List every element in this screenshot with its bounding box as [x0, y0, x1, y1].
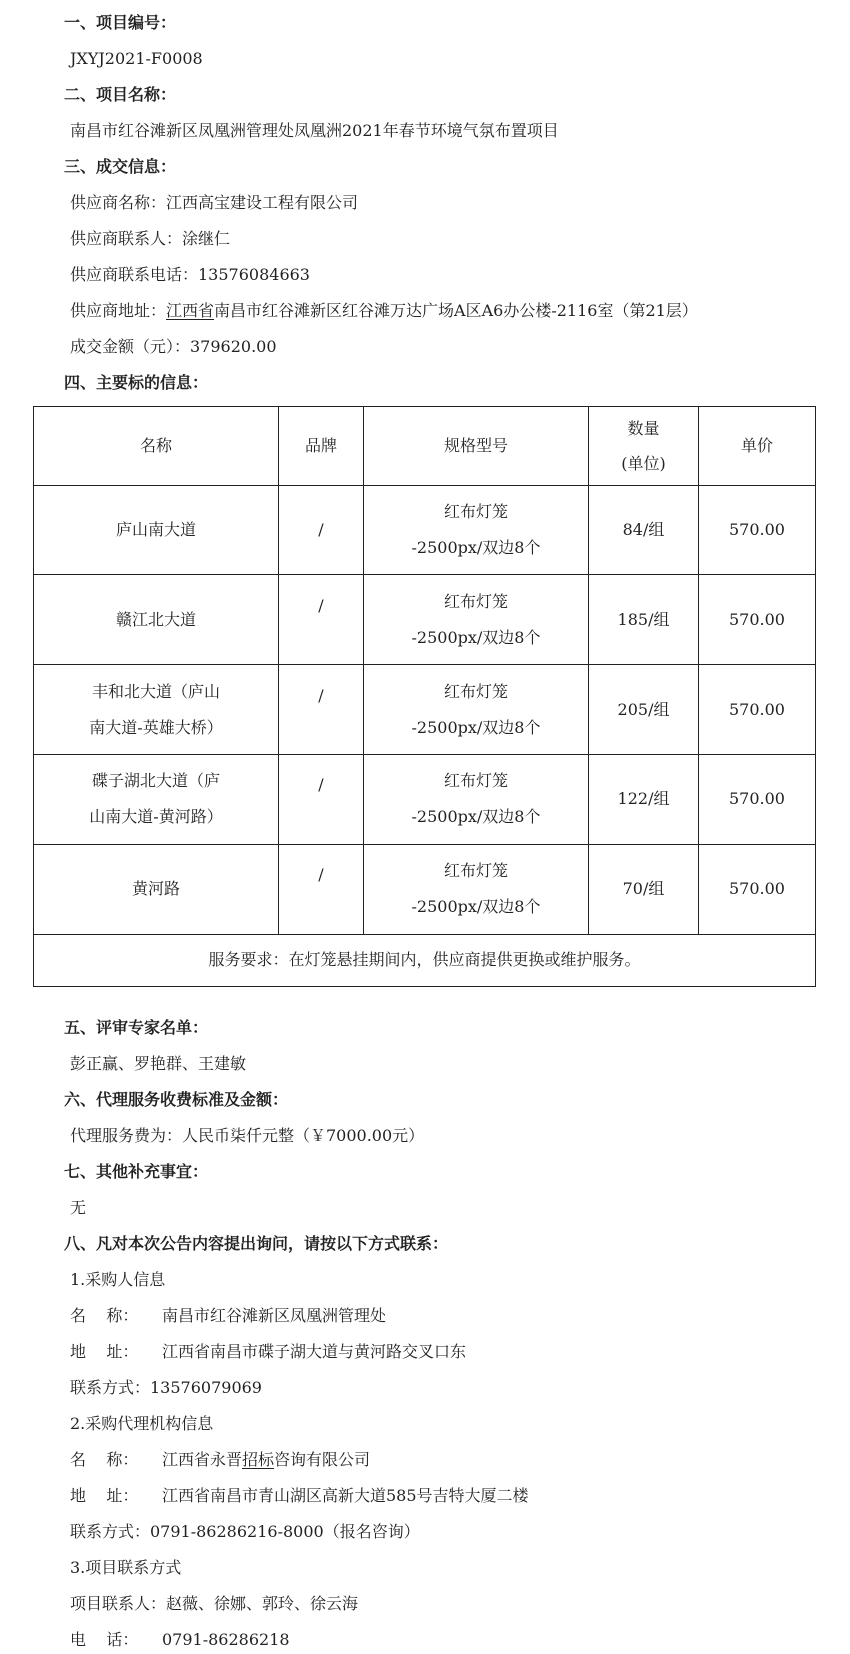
- agent-name-underlined: 招标: [242, 1450, 275, 1469]
- buyer-name: [70, 1306, 386, 1326]
- row-price: 570.00: [699, 485, 816, 575]
- header-qty: [589, 407, 699, 486]
- supplier-address: [70, 301, 698, 321]
- row-name: [34, 754, 279, 844]
- row-spec-line: 红布灯笼: [443, 591, 508, 611]
- row-spec-line: 红布灯笼: [443, 861, 508, 881]
- row-qty: 70/组: [589, 844, 699, 934]
- row-name: [34, 575, 279, 665]
- experts-list: 彭正赢、罗艳群、王建敏: [70, 1054, 247, 1073]
- header-price: 单价: [699, 407, 816, 486]
- row-spec: [364, 754, 589, 844]
- row-name-line: 庐山南大道: [115, 520, 196, 540]
- row-spec-line: -2500px/双边8个: [411, 897, 541, 917]
- row-spec-line: -2500px/双边8个: [411, 807, 541, 827]
- table-row: [34, 754, 816, 844]
- header-name: 名称: [34, 407, 279, 486]
- agent-address-value: 江西省南昌市青山湖区高新大道585号吉特大厦二楼: [162, 1486, 529, 1505]
- section-4-heading: 四、主要标的信息：: [64, 373, 209, 392]
- service-note-row: [34, 934, 816, 987]
- row-brand: [279, 754, 364, 844]
- bid-items-table: [33, 406, 816, 987]
- row-name-line: 南大道-英雄大桥）: [89, 717, 223, 737]
- buyer-name-key: 名 称：: [70, 1306, 139, 1325]
- row-spec-line: 红布灯笼: [443, 771, 508, 791]
- buyer-name-value: 南昌市红谷滩新区凤凰洲管理处: [162, 1306, 387, 1325]
- header-qty-unit: (单位): [621, 453, 666, 473]
- table-header-row: [34, 407, 816, 486]
- row-spec-line: -2500px/双边8个: [411, 538, 541, 558]
- row-spec: [364, 844, 589, 934]
- row-brand: [279, 575, 364, 665]
- row-brand-value: /: [318, 685, 324, 705]
- supplier-contact: 供应商联系人：涂继仁: [70, 229, 231, 248]
- row-spec-line: 红布灯笼: [443, 502, 508, 522]
- table-row: [34, 575, 816, 665]
- agent-name: [70, 1450, 370, 1470]
- section-3-heading: 三、成交信息：: [64, 157, 177, 176]
- header-brand: 品牌: [279, 407, 364, 486]
- row-brand: [279, 485, 364, 575]
- row-name: [34, 485, 279, 575]
- section-1-heading: 一、项目编号：: [64, 13, 177, 32]
- section-7-heading: 七、其他补充事宜：: [64, 1162, 209, 1181]
- row-price: 570.00: [699, 575, 816, 665]
- agent-name-key: 名 称：: [70, 1450, 139, 1469]
- row-brand-value: /: [318, 775, 324, 795]
- buyer-info-title: 1.采购人信息: [70, 1270, 166, 1289]
- row-name-line: 黄河路: [131, 879, 180, 899]
- table-row: [34, 485, 816, 575]
- row-spec: [364, 665, 589, 755]
- agent-name-part: 江西省永晋: [162, 1450, 243, 1469]
- address-province: 江西省: [166, 301, 215, 320]
- row-name-line: 赣江北大道: [115, 609, 196, 629]
- row-name: [34, 844, 279, 934]
- table-row: [34, 665, 816, 755]
- project-number: JXYJ2021-F0008: [70, 49, 203, 68]
- agent-address: [70, 1486, 529, 1506]
- service-note: 服务要求：在灯笼悬挂期间内，供应商提供更换或维护服务。: [34, 934, 816, 987]
- row-brand: [279, 665, 364, 755]
- agent-name-part: 咨询有限公司: [274, 1450, 371, 1469]
- row-spec-line: -2500px/双边8个: [411, 717, 541, 737]
- row-qty: 185/组: [589, 575, 699, 665]
- agent-address-key: 地 址：: [70, 1486, 139, 1505]
- project-phone-key: 电 话：: [70, 1630, 139, 1649]
- project-phone-value: 0791-86286218: [162, 1630, 290, 1649]
- header-qty-label: 数量: [627, 418, 660, 438]
- buyer-address-value: 江西省南昌市碟子湖大道与黄河路交叉口东: [162, 1342, 467, 1361]
- buyer-address: [70, 1342, 466, 1362]
- row-spec-line: -2500px/双边8个: [411, 627, 541, 647]
- address-detail: 南昌市红谷滩新区红谷滩万达广场A区A6办公楼-2116室（第21层）: [214, 301, 698, 320]
- row-name: [34, 665, 279, 755]
- row-spec-line: 红布灯笼: [443, 681, 508, 701]
- section-5-heading: 五、评审专家名单：: [64, 1018, 209, 1037]
- row-brand-value: /: [318, 520, 324, 540]
- deal-amount: 成交金额（元）：379620.00: [70, 337, 277, 356]
- agent-phone: 联系方式：0791-86286216-8000（报名咨询）: [70, 1522, 420, 1541]
- buyer-address-key: 地 址：: [70, 1342, 139, 1361]
- project-name: 南昌市红谷滩新区凤凰洲管理处凤凰洲2021年春节环境气氛布置项目: [70, 121, 559, 140]
- row-spec: [364, 575, 589, 665]
- section-2-heading: 二、项目名称：: [64, 85, 177, 104]
- agency-fee: 代理服务费为：人民币柒仟元整（￥7000.00元）: [70, 1126, 425, 1145]
- agent-info-title: 2.采购代理机构信息: [70, 1414, 214, 1433]
- table-row: [34, 844, 816, 934]
- row-qty: 205/组: [589, 665, 699, 755]
- other-notes: 无: [70, 1198, 87, 1217]
- project-contacts: 项目联系人：赵薇、徐娜、郭玲、徐云海: [70, 1594, 359, 1613]
- buyer-phone: 联系方式：13576079069: [70, 1378, 262, 1397]
- project-phone: [70, 1630, 290, 1650]
- row-price: 570.00: [699, 665, 816, 755]
- row-name-line: 丰和北大道（庐山: [91, 681, 220, 701]
- project-contact-title: 3.项目联系方式: [70, 1558, 182, 1577]
- row-price: 570.00: [699, 754, 816, 844]
- row-qty: 122/组: [589, 754, 699, 844]
- row-qty: 84/组: [589, 485, 699, 575]
- row-name-line: 碟子湖北大道（庐: [91, 771, 220, 791]
- section-6-heading: 六、代理服务收费标准及金额：: [64, 1090, 289, 1109]
- row-brand: [279, 844, 364, 934]
- address-label: 供应商地址：: [70, 301, 167, 320]
- section-8-heading: 八、凡对本次公告内容提出询问，请按以下方式联系：: [64, 1234, 449, 1253]
- row-brand-value: /: [318, 865, 324, 885]
- supplier-phone: 供应商联系电话：13576084663: [70, 265, 310, 284]
- row-spec: [364, 485, 589, 575]
- header-spec: 规格型号: [364, 407, 589, 486]
- row-price: 570.00: [699, 844, 816, 934]
- row-name-line: 山南大道-黄河路）: [89, 807, 223, 827]
- row-brand-value: /: [318, 595, 324, 615]
- supplier-name: 供应商名称：江西高宝建设工程有限公司: [70, 193, 359, 212]
